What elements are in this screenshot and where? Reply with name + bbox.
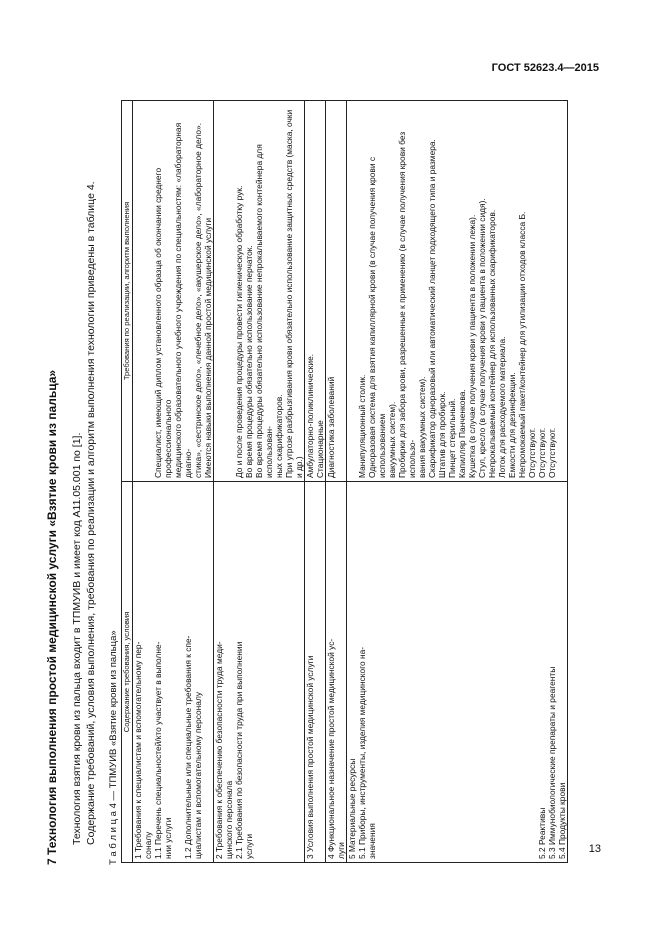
column-header-implementation: Требования по реализации, алгоритм выполнения [122,101,133,482]
cell-text-line [407,485,417,859]
cell-text-line: вакуумных систем). [387,401,397,478]
cell-text-line: Пинцет стерильный. [447,398,457,478]
table-row [326,101,347,863]
table-row [133,101,214,863]
cell-text-line: вания вакуумных систем). [417,376,427,478]
cell-text-line: До и после проведения процедуры провести гигиеническую обработку рук. [234,185,244,478]
implementation-cell [214,101,305,482]
cell-text-line: 1.1 Перечень специальностей/кто участвует в выполне- [153,641,163,859]
column-header-requirement: Содержание требования, условия [122,482,133,863]
cell-text-line [467,485,477,859]
cell-text-line [517,485,527,859]
cell-text-line: Во время процедуры обязательно использование непрокалываемого контейнера для использован- [254,144,274,478]
implementation-cell [347,101,568,482]
cell-text-line [377,485,387,859]
requirement-cell [326,482,347,863]
cell-text-line [477,485,487,859]
cell-text-line: цинского персонала [224,780,234,859]
cell-text-line: значения [367,823,377,859]
cell-text-line: стика», «сестринское дело», «лечебное дело», «акушерское дело», «лабораторное дело». [193,122,203,478]
cell-text-line [427,485,437,859]
cell-text-line [143,104,153,478]
implementation-cell [326,101,347,482]
cell-text-line: 4 Функциональное назначение простой медицинской ус- [326,638,336,859]
cell-text-line: Отсутствуют. [537,427,547,478]
requirement-cell [214,482,305,863]
cell-text-line: Имеются навыки выполнения данной простой медицинской услуги [203,217,213,478]
cell-text-line: 1.2 Дополнительные или специальные требования к спе- [183,635,193,859]
rotated-page-content [45,95,570,865]
cell-text-line [497,485,507,859]
cell-text-line [457,485,467,859]
intro-paragraph-1: Технология взятия крови из пальца входит в ТПМУИВ и имеет код А11.05.001 по [1]. [71,432,83,845]
cell-text-line: Капилляр Панченкова. [457,389,467,478]
requirement-cell [347,482,568,863]
requirement-cell [305,482,326,863]
cell-text-line [133,104,143,478]
cell-text-line [417,485,427,859]
cell-text-line: Отсутствуют. [527,427,537,478]
cell-text-line: нии услуги [163,817,173,859]
section-title: 7 Технология выполнения простой медицинской услуги «Взятие крови из пальца» [45,369,59,865]
cell-text-line: 2 Требования к обеспечению безопасности труда меди- [214,641,224,859]
standard-code: ГОСТ 52623.4—2015 [491,62,599,74]
cell-text-line [397,485,407,859]
cell-text-line [507,485,517,859]
cell-text-line [527,485,537,859]
cell-text-line: Амбулаторно-поликлинические. [305,353,315,478]
cell-text-line: услуги [244,833,254,859]
cell-text-line: луги [336,842,346,859]
page-number: 13 [588,843,601,855]
cell-text-line: 5.1 Приборы, инструменты, изделия медицинского на- [357,646,367,859]
cell-text-line [347,104,357,478]
cell-text-line [487,485,497,859]
cell-text-line: Одноразовая система для взятия капиллярной крови (в случае получения крови с использованием [367,156,387,478]
cell-text-line: соналу [143,831,153,859]
cell-text-line: Во время процедуры обязательно использование перчаток. [244,245,254,478]
cell-text-line: Манипуляционный столик. [357,374,367,478]
cell-text-line: Стул, кресло (в случае получения крови у пациента в положении сидя). [477,198,487,478]
cell-text-line: медицинского образовательного учебного учреждения по специальностям: «лабораторная диагно- [173,122,193,478]
cell-text-line: ных скарификаторов. [274,394,284,478]
cell-text-line: 3 Условия выполнения простой медицинской услуги [305,655,315,859]
cell-text-line: 1 Требования к специалистам и вспомогательному пер- [133,641,143,859]
implementation-cell [305,101,326,482]
cell-text-line: Штатив для пробирок. [437,391,447,478]
table-header-row [122,101,133,863]
table-row [305,101,326,863]
cell-text-line: Отсутствуют. [547,427,557,478]
cell-text-line: 5.3 Иммунобиологические препараты и реагенты [547,666,557,859]
requirements-table [121,100,568,863]
requirement-cell [133,482,214,863]
implementation-cell [133,101,214,482]
cell-text-line: Стационарные [315,420,325,478]
cell-text-line [387,485,397,859]
table-row [347,101,568,863]
cell-text-line: Скарификатор одноразовый или автоматический ланцет подходящего типа и размера. [427,139,437,478]
cell-text-line: 5 Материальные ресурсы [347,758,357,859]
cell-text-line: Емкости для дезинфекции. [507,372,517,478]
cell-text-line [173,485,183,859]
intro-paragraph-2: Содержание требований, условия выполнения, требования по реализации и алгоритм выполнения технологии приведены в таблице 4. [85,181,97,845]
cell-text-line: Непрокалываемый контейнер для использованных скарификаторов. [487,209,497,478]
cell-text-line: 2.1 Требования по безопасности труда при выполнении [234,641,244,859]
cell-text-line: Лоток для расходуемого материала. [497,336,507,478]
cell-text-line: Диагностика заболеваний [326,376,336,478]
cell-text-line [214,104,224,478]
cell-text-line [437,485,447,859]
cell-text-line [447,485,457,859]
cell-text-line: Непромокаемый пакет/контейнер для утилизации отходов класса Б. [517,211,527,478]
table-caption: Т а б л и ц а 4 — ТПМУИВ «Взятие крови из пальца» [108,630,119,865]
cell-text-line: Специалист, имеющий диплом установленного образца об окончании среднего профессионального [153,167,173,478]
cell-text-line: циалистам и вспомогательному персоналу [193,691,203,859]
cell-text-line [224,104,234,478]
cell-text-line: Кушетка (в случае получения крови у пациента в положении лежа). [467,214,477,478]
cell-text-line: Пробирки для забора крови, разрешенные к применению (в случае получения крови без использо- [397,131,417,478]
cell-text-line: 5.4 Продукты крови [557,782,567,859]
table-row [214,101,305,863]
cell-text-line: При угрозе разбрызгивания крови обязательно использование защитных средств (маска, очки и др.) [284,109,304,478]
cell-text-line: 5.2 Реактивы [537,807,547,859]
